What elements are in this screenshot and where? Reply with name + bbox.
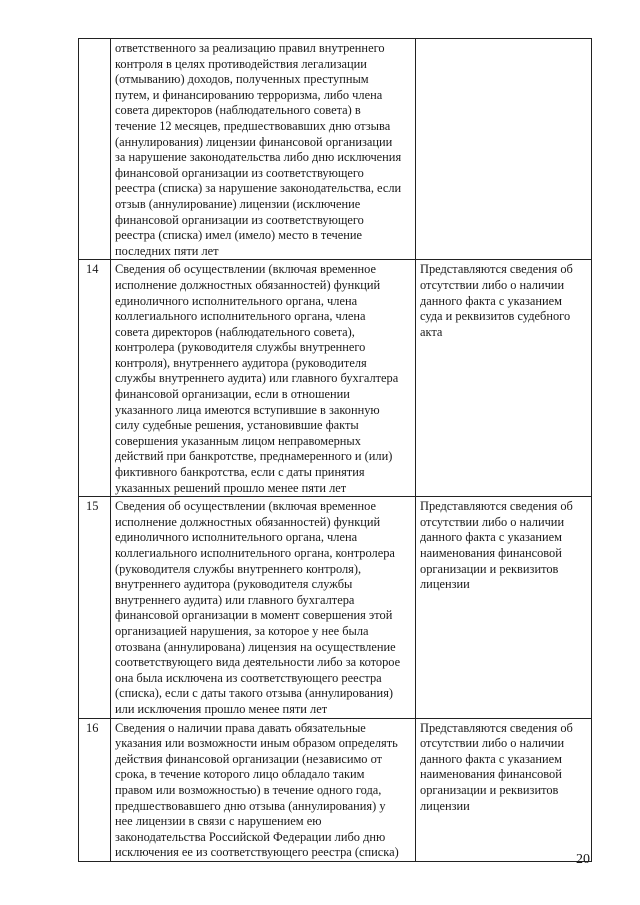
description-line: указанного лица имеются вступившие в законную — [115, 402, 380, 417]
description-line: коллегиального исполнительного органа, члена — [115, 309, 366, 324]
description-line: последних пяти лет — [115, 243, 219, 258]
description-line: единоличного исполнительного органа, члена — [115, 293, 358, 308]
row-note — [416, 260, 592, 497]
description-line: внутреннего аудита) или главного бухгалтера — [115, 592, 355, 607]
note-line: суда и реквизитов судебного — [420, 309, 571, 324]
note-line: лицензии — [420, 798, 470, 813]
description-line: предшествовавшего дню отзыва (аннулирования) у — [115, 798, 386, 813]
table-row — [79, 497, 592, 718]
row-note — [416, 718, 592, 861]
description-line: совершения указанным лицом неправомерных — [115, 433, 361, 448]
description-line: (руководителя службы внутреннего контроля), — [115, 561, 362, 576]
note-line: лицензии — [420, 577, 470, 592]
note-line: данного факта с указанием — [420, 751, 562, 766]
description-line: Сведения об осуществлении (включая временное — [115, 262, 376, 277]
description-line: контролера (руководителя службы внутреннего — [115, 340, 366, 355]
description-line: совета директоров (наблюдательного совета), — [115, 324, 355, 339]
description-line: организацией нарушения, за которое у нее была — [115, 623, 369, 638]
description-line: реестра (списка) за нарушение законодательства, если — [115, 181, 402, 196]
table-row — [79, 39, 592, 260]
page-number: 20 — [576, 852, 590, 867]
description-line: отзыв (аннулирование) лицензии (исключение — [115, 196, 361, 211]
description-line: исполнение должностных обязанностей) функций — [115, 514, 381, 529]
description-line: финансовой организации из соответствующего — [115, 165, 364, 180]
note-line: данного факта с указанием — [420, 530, 562, 545]
description-line: исполнение должностных обязанностей) функций — [115, 277, 381, 292]
table-row — [79, 718, 592, 861]
description-line: соответствующего вида деятельности либо за которое — [115, 655, 401, 670]
note-line: акта — [420, 324, 443, 339]
description-line: указанных решений прошло менее пяти лет — [115, 480, 347, 495]
description-line: службы внутреннего аудита) или главного бухгалтера — [115, 371, 399, 386]
table-body — [79, 39, 592, 862]
table-row — [79, 260, 592, 497]
note-line: Представляются сведения об — [420, 499, 573, 514]
row-number: 16 — [79, 718, 111, 861]
description-line: (аннулирования) лицензии финансовой организации — [115, 134, 393, 149]
note-line: Представляются сведения об — [420, 720, 573, 735]
row-number: 14 — [79, 260, 111, 497]
description-line: финансовой организации в момент совершения этой — [115, 608, 393, 623]
description-line: указания или возможности иным образом определять — [115, 736, 398, 751]
description-line: действий при банкротстве, преднамеренного и (или) — [115, 449, 393, 464]
description-line: (отмыванию) доходов, полученных преступным — [115, 72, 369, 87]
description-line: нее лицензии в связи с нарушением ею — [115, 814, 322, 829]
description-line: единоличного исполнительного органа, члена — [115, 530, 358, 545]
description-line: действия финансовой организации (независимо от — [115, 751, 383, 766]
description-line: (списка), если с даты такого отзыва (аннулирования) — [115, 686, 394, 701]
row-description — [111, 260, 416, 497]
description-line: контроля), внутреннего аудитора (руководителя — [115, 355, 367, 370]
description-line: отозвана (аннулирована) лицензия на осуществление — [115, 639, 396, 654]
description-line: за нарушение законодательства либо дню исключения — [115, 150, 402, 165]
description-line: или исключения прошло менее пяти лет — [115, 701, 328, 716]
row-description — [111, 718, 416, 861]
description-line: совета директоров (наблюдательного совета) в — [115, 103, 361, 118]
note-line: отсутствии либо о наличии — [420, 277, 565, 292]
note-line: организации и реквизитов — [420, 561, 559, 576]
description-line: она была исключена из соответствующего реестра — [115, 670, 382, 685]
description-line: финансовой организации из соответствующего — [115, 212, 364, 227]
description-line: Сведения о наличии права давать обязательные — [115, 720, 366, 735]
note-line: данного факта с указанием — [420, 293, 562, 308]
description-line: фиктивного банкротства, если с даты принятия — [115, 465, 365, 480]
description-line: контроля в целях противодействия легализации — [115, 56, 367, 71]
note-line: наименования финансовой — [420, 546, 562, 560]
row-note — [416, 497, 592, 718]
description-line: силу судебные решения, установившие факты — [115, 418, 359, 433]
description-line: путем, и финансированию терроризма, либо члена — [115, 87, 383, 102]
row-description — [111, 39, 416, 260]
description-line: течение 12 месяцев, предшествовавших дню отзыва — [115, 118, 391, 133]
description-line: срока, в течение которого лицо обладало таким — [115, 767, 365, 782]
row-number: 15 — [79, 497, 111, 718]
description-line: коллегиального исполнительного органа, контролера — [115, 546, 395, 560]
row-number — [79, 39, 111, 260]
description-line: ответственного за реализацию правил внутреннего — [115, 41, 385, 55]
description-line: внутреннего аудитора (руководителя службы — [115, 577, 353, 592]
description-line: исключения ее из соответствующего реестра (списка) — [115, 845, 399, 860]
description-line: правом или возможностью) в течение одного года, — [115, 782, 382, 797]
note-line: организации и реквизитов — [420, 782, 559, 797]
row-description — [111, 497, 416, 718]
note-line: наименования финансовой — [420, 767, 562, 782]
note-line: Представляются сведения об — [420, 262, 573, 277]
note-line: отсутствии либо о наличии — [420, 736, 565, 751]
note-line: отсутствии либо о наличии — [420, 514, 565, 529]
row-note — [416, 39, 592, 260]
description-line: Сведения об осуществлении (включая временное — [115, 499, 376, 514]
requirements-table — [78, 38, 592, 862]
description-line: законодательства Российской Федерации либо дню — [115, 829, 386, 844]
description-line: финансовой организации, если в отношении — [115, 387, 350, 402]
description-line: реестра (списка) имел (имело) место в течение — [115, 228, 362, 243]
